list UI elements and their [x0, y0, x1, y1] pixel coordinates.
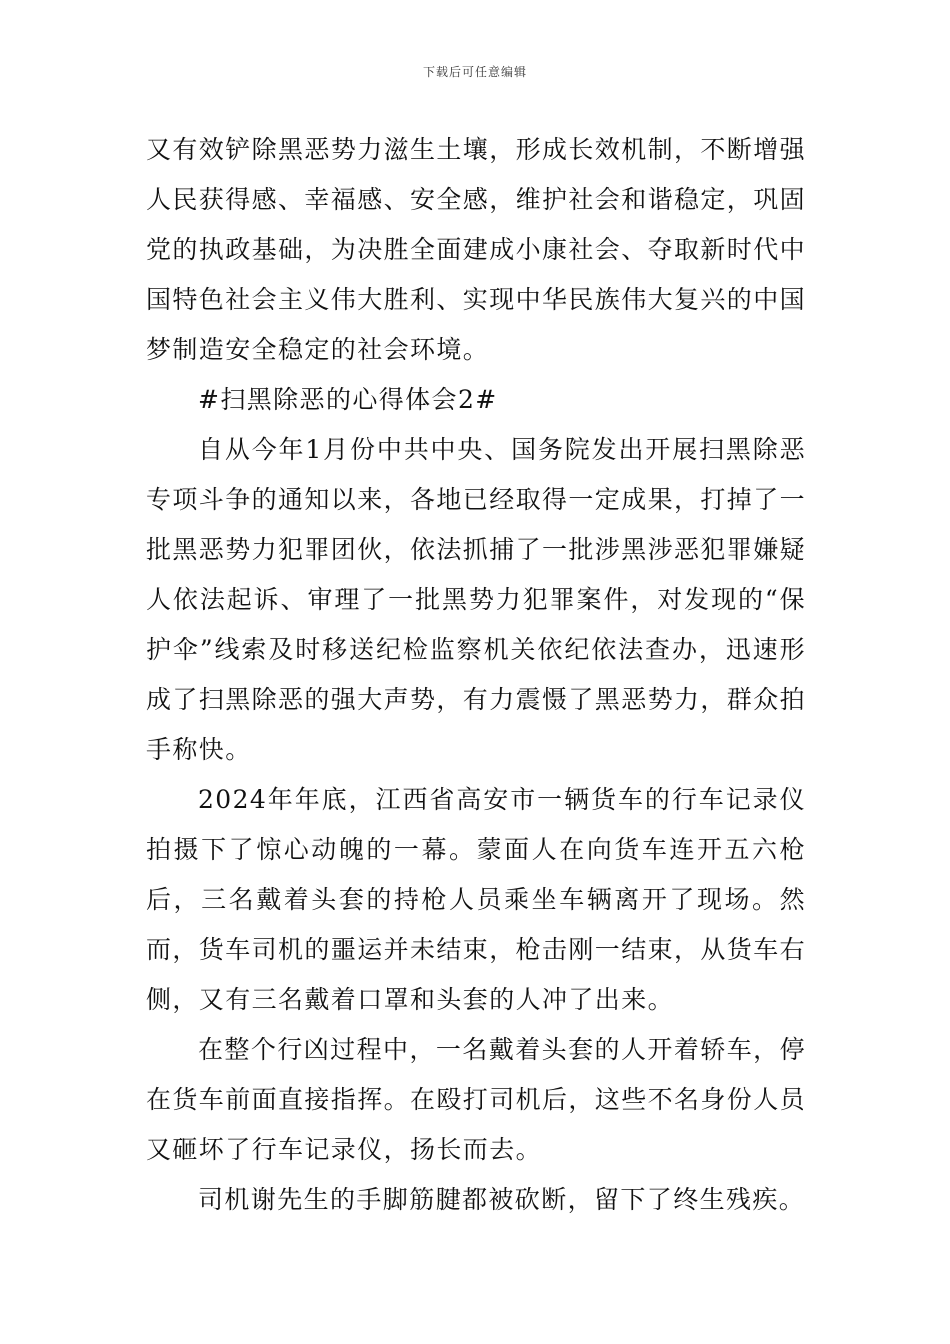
- paragraph-continuation: 又有效铲除黑恶势力滋生土壤，形成长效机制，不断增强人民获得感、幸福感、安全感，维护社会和谐稳定，巩固党的执政基础，为决胜全面建成小康社会、夺取新时代中国特色社会主义伟大胜利、实现中华民族伟大复兴的中国梦制造安全稳定的社会环境。: [146, 135, 807, 364]
- paragraph: 司机谢先生的手脚筋腱都被砍断，留下了终生残疾。: [198, 1185, 806, 1214]
- paragraph: 自从今年1月份中共中央、国务院发出开展扫黑除恶专项斗争的通知以来，各地已经取得一定成果，打掉了一批黑恶势力犯罪团伙，依法抓捕了一批涉黑涉恶犯罪嫌疑人依法起诉、审理了一批黑势力犯罪案件，对发现的“保护伞”线索及时移送纪检监察机关依纪依法查办，迅速形成了扫黑除恶的强大声势，有力震慑了黑恶势力，群众拍手称快。: [146, 435, 807, 764]
- section-heading: #扫黑除恶的心得体会2#: [198, 385, 498, 414]
- paragraph: 2024年年底，江西省高安市一辆货车的行车记录仪拍摄下了惊心动魄的一幕。蒙面人在向货车连开五六枪后，三名戴着头套的持枪人员乘坐车辆离开了现场。然而，货车司机的噩运并未结束，枪击刚一结束，从货车右侧，又有三名戴着口罩和头套的人冲了出来。: [146, 785, 807, 1014]
- document-body: [146, 125, 806, 1225]
- paragraph: 在整个行凶过程中，一名戴着头套的人开着轿车，停在货车前面直接指挥。在殴打司机后，这些不名身份人员又砸坏了行车记录仪，扬长而去。: [146, 1035, 807, 1164]
- page-header-note: 下载后可任意编辑: [422, 65, 527, 79]
